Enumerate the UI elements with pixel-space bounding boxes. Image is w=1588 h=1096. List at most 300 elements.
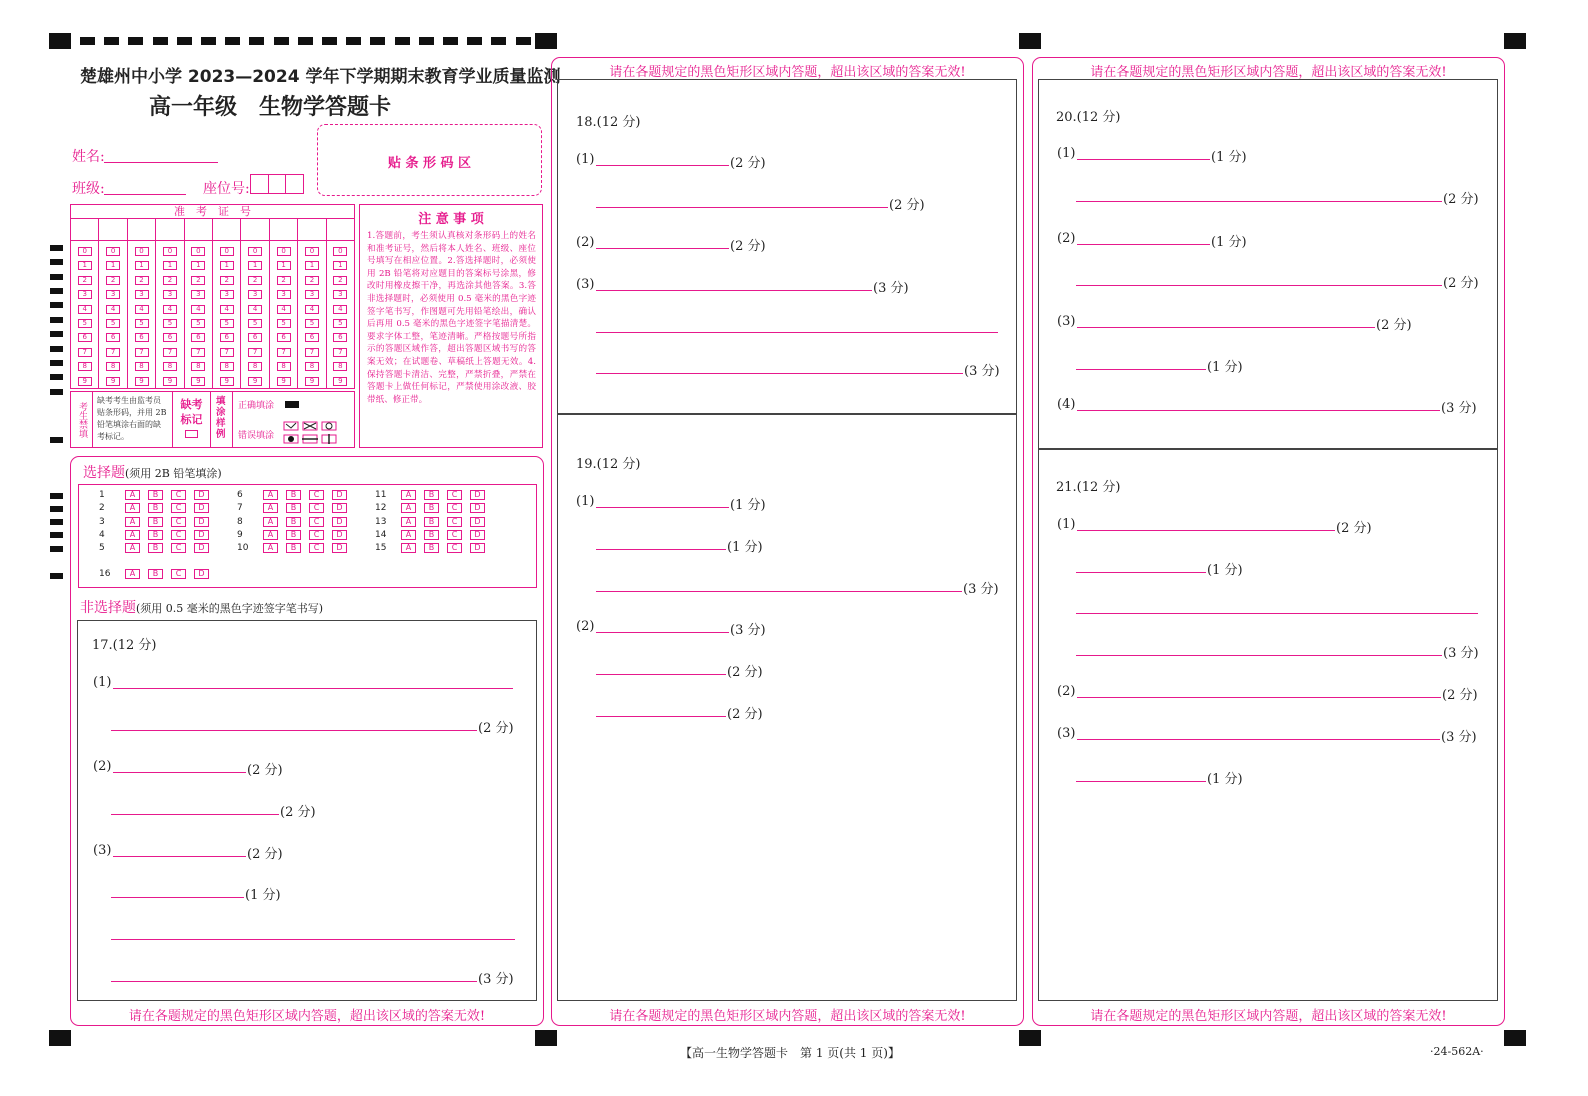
exam-id-bubble[interactable]: 8 xyxy=(106,362,120,371)
exam-id-bubble[interactable]: 3 xyxy=(277,290,291,299)
exam-id-bubble[interactable]: 3 xyxy=(220,290,234,299)
answer-line[interactable] xyxy=(1076,655,1442,656)
choice-option-bubble[interactable]: B xyxy=(424,503,439,513)
choice-option-bubble[interactable]: B xyxy=(424,543,439,553)
choice-option-bubble[interactable]: C xyxy=(171,569,186,579)
choice-option-bubble[interactable]: A xyxy=(401,530,416,540)
exam-id-bubble[interactable]: 9 xyxy=(191,377,205,386)
choice-question-row xyxy=(99,503,217,513)
answer-line[interactable] xyxy=(111,939,515,940)
choice-option-bubble[interactable]: C xyxy=(309,503,324,513)
choice-option-bubble[interactable]: D xyxy=(194,490,209,500)
choice-option-bubble[interactable]: D xyxy=(470,490,485,500)
exam-id-bubble[interactable]: 5 xyxy=(333,319,347,328)
exam-id-bubble[interactable]: 4 xyxy=(305,305,319,314)
exam-id-bubble[interactable]: 9 xyxy=(78,377,92,386)
answer-line[interactable] xyxy=(111,897,244,898)
part-score: (1 分) xyxy=(730,498,766,513)
exam-id-bubble[interactable]: 6 xyxy=(78,333,92,342)
choice-option-bubble[interactable]: D xyxy=(332,517,347,527)
choice-option-bubble[interactable]: B xyxy=(424,517,439,527)
part-score: (3 分) xyxy=(478,972,514,987)
choice-option-bubble[interactable]: C xyxy=(447,530,462,540)
exam-id-write-cell[interactable] xyxy=(156,219,183,241)
choice-option-bubble[interactable]: C xyxy=(171,517,186,527)
exam-id-bubble[interactable]: 2 xyxy=(305,276,319,285)
exam-id-bubble[interactable]: 9 xyxy=(277,377,291,386)
timing-dash xyxy=(80,37,95,45)
nonchoice-title-text: 非选择题 xyxy=(80,600,136,616)
exam-id-bubble[interactable]: 7 xyxy=(305,348,319,357)
choice-option-bubble[interactable]: C xyxy=(447,503,462,513)
choice-option-bubble[interactable]: D xyxy=(194,503,209,513)
part-score: (2 分) xyxy=(280,805,316,820)
sample-label: 填涂样例 xyxy=(211,392,233,447)
exam-id-bubble[interactable]: 4 xyxy=(220,305,234,314)
exam-id-bubble[interactable]: 4 xyxy=(106,305,120,314)
exam-id-bubble[interactable]: 3 xyxy=(305,290,319,299)
timing-dash xyxy=(516,37,531,45)
choice-option-bubble[interactable]: D xyxy=(332,530,347,540)
timing-dash xyxy=(128,37,143,45)
choice-option-bubble[interactable]: B xyxy=(148,517,163,527)
answer-line[interactable] xyxy=(596,165,729,166)
exam-id-column xyxy=(241,219,269,389)
corner-mark xyxy=(535,1030,557,1046)
answer-line[interactable] xyxy=(596,332,998,333)
choice-option-bubble[interactable]: D xyxy=(194,530,209,540)
answer-line[interactable] xyxy=(113,688,513,689)
answer-line[interactable] xyxy=(113,772,246,773)
answer-line[interactable] xyxy=(1076,201,1442,202)
answer-line[interactable] xyxy=(1077,159,1210,160)
exam-id-write-cell[interactable] xyxy=(241,219,268,241)
choice-option-bubble[interactable]: A xyxy=(125,530,140,540)
side-timing-mark xyxy=(50,374,63,380)
choice-option-bubble[interactable]: C xyxy=(309,543,324,553)
side-timing-mark xyxy=(50,288,63,294)
choice-question-number: 3 xyxy=(99,516,105,527)
exam-id-bubble[interactable]: 0 xyxy=(305,247,319,256)
choice-option-bubble[interactable]: C xyxy=(447,517,462,527)
absent-mark-label: 缺考标记 xyxy=(180,398,203,426)
exam-id-bubble[interactable]: 3 xyxy=(248,290,262,299)
timing-dash xyxy=(225,37,240,45)
answer-line[interactable] xyxy=(596,207,888,208)
part-score: (2 分) xyxy=(727,707,763,722)
exam-id-bubble[interactable]: 0 xyxy=(248,247,262,256)
choice-option-bubble[interactable]: B xyxy=(286,530,301,540)
choice-option-bubble[interactable]: C xyxy=(171,490,186,500)
exam-id-write-cell[interactable] xyxy=(71,219,98,241)
exam-id-bubble[interactable]: 5 xyxy=(277,319,291,328)
exam-id-bubble[interactable]: 2 xyxy=(333,276,347,285)
corner-mark xyxy=(1019,33,1041,49)
choice-option-bubble[interactable]: C xyxy=(171,543,186,553)
choice-option-bubble[interactable]: A xyxy=(263,490,278,500)
exam-id-bubble[interactable]: 6 xyxy=(191,333,205,342)
answer-line[interactable] xyxy=(596,290,872,291)
choice-option-bubble[interactable]: D xyxy=(332,543,347,553)
answer-line[interactable] xyxy=(1077,244,1210,245)
name-label: 姓名: xyxy=(72,149,105,165)
part-score: (2 分) xyxy=(727,665,763,680)
part-score: (1 分) xyxy=(1211,235,1247,250)
exam-id-bubble[interactable]: 3 xyxy=(135,290,149,299)
choice-option-bubble[interactable]: A xyxy=(125,569,140,579)
exam-id-bubble[interactable]: 2 xyxy=(163,276,177,285)
answer-line[interactable] xyxy=(596,674,726,675)
exam-id-bubble[interactable]: 7 xyxy=(135,348,149,357)
side-timing-mark xyxy=(50,331,63,337)
exam-id-bubble[interactable]: 6 xyxy=(305,333,319,342)
choice-option-bubble[interactable]: B xyxy=(148,530,163,540)
side-timing-mark xyxy=(50,506,63,512)
choice-option-bubble[interactable]: B xyxy=(286,543,301,553)
choice-question-number: 1 xyxy=(99,490,105,500)
choice-option-bubble[interactable]: C xyxy=(309,517,324,527)
timing-dash xyxy=(443,37,458,45)
part-label: (1) xyxy=(1057,146,1076,161)
choice-option-bubble[interactable]: C xyxy=(447,543,462,553)
exam-id-bubble[interactable]: 1 xyxy=(78,261,92,270)
exam-id-bubble[interactable]: 0 xyxy=(191,247,205,256)
choice-question-row xyxy=(375,543,493,553)
exam-id-write-cell[interactable] xyxy=(327,219,354,241)
exam-id-bubble[interactable]: 6 xyxy=(163,333,177,342)
side-timing-mark xyxy=(50,493,63,499)
exam-id-write-cell[interactable] xyxy=(128,219,155,241)
exam-id-bubble[interactable]: 1 xyxy=(333,261,347,270)
answer-line[interactable] xyxy=(596,591,962,592)
exam-id-write-cell[interactable] xyxy=(185,219,212,241)
choice-option-bubble[interactable]: A xyxy=(125,517,140,527)
exam-id-bubble[interactable]: 4 xyxy=(277,305,291,314)
warning-right-top: 请在各题规定的黑色矩形区域内答题，超出该区域的答案无效! xyxy=(1090,65,1447,80)
notice-body: 1.答题前，考生须认真核对条形码上的姓名和准考证号，然后将本人姓名、班级、座位号填写在相应位置。2.答选择题时，必须使用 2B 铅笔将对应题目的答案标号涂黑，修改时用橡皮擦干净，再选涂其他答案。3.答非选择题时，必须使用 0.5 毫米的黑色字迹签字笔书写，作图题可先用铅笔绘出，确认后再用 0.5 毫米的黑色字迹签字笔描清楚。要求字体工整，笔迹清晰。严格按题号所指示的答题区域作答，超出答题区域书写的答案无效；在试题卷、草稿纸上答题无效。4.保持答题卡清洁、完整，严禁折叠，严禁在答题卡上做任何标记，严禁使用涂改液、胶带纸、修正带。 xyxy=(367,231,536,405)
exam-id-bubble[interactable]: 0 xyxy=(106,247,120,256)
choice-option-bubble[interactable]: C xyxy=(171,530,186,540)
choice-question-row xyxy=(237,543,355,553)
warning-right-bottom: 请在各题规定的黑色矩形区域内答题，超出该区域的答案无效! xyxy=(1090,1009,1447,1024)
exam-id-bubble[interactable]: 1 xyxy=(220,261,234,270)
choice-option-bubble[interactable]: C xyxy=(447,490,462,500)
exam-id-bubble[interactable]: 8 xyxy=(163,362,177,371)
question-title: 21.(12 分) xyxy=(1056,480,1121,495)
exam-id-bubble[interactable]: 9 xyxy=(248,377,262,386)
choice-option-bubble[interactable]: B xyxy=(148,543,163,553)
part-label: (4) xyxy=(1057,397,1076,412)
choice-option-bubble[interactable]: A xyxy=(263,530,278,540)
answer-line[interactable] xyxy=(1077,530,1335,531)
exam-id-bubble[interactable]: 2 xyxy=(78,276,92,285)
exam-id-bubble[interactable]: 7 xyxy=(106,348,120,357)
part-score: (2 分) xyxy=(478,721,514,736)
exam-id-bubble[interactable]: 4 xyxy=(333,305,347,314)
exam-id-bubble[interactable]: 2 xyxy=(135,276,149,285)
exam-id-bubble[interactable]: 5 xyxy=(106,319,120,328)
exam-id-bubble[interactable]: 7 xyxy=(248,348,262,357)
exam-id-bubble[interactable]: 5 xyxy=(191,319,205,328)
exam-id-column xyxy=(298,219,326,389)
exam-id-bubble[interactable]: 0 xyxy=(135,247,149,256)
exam-id-bubble[interactable]: 0 xyxy=(163,247,177,256)
answer-line[interactable] xyxy=(596,507,729,508)
part-label: (1) xyxy=(93,675,112,690)
choice-option-bubble[interactable]: A xyxy=(401,543,416,553)
exam-id-bubble[interactable]: 5 xyxy=(135,319,149,328)
choice-option-bubble[interactable]: B xyxy=(286,490,301,500)
wrong-fill-samples xyxy=(283,420,339,446)
exam-id-bubble[interactable]: 6 xyxy=(135,333,149,342)
choice-option-bubble[interactable]: C xyxy=(309,530,324,540)
choice-question-number: 14 xyxy=(375,529,387,540)
answer-line[interactable] xyxy=(1077,739,1440,740)
choice-option-bubble[interactable]: A xyxy=(401,490,416,500)
part-score: (2 分) xyxy=(730,239,766,254)
choice-question-number: 6 xyxy=(237,490,243,500)
exam-id-bubble[interactable]: 1 xyxy=(135,261,149,270)
part-label: (3) xyxy=(1057,314,1076,329)
choice-question-number: 12 xyxy=(375,503,387,514)
exam-id-bubble[interactable]: 8 xyxy=(78,362,92,371)
exam-id-bubble[interactable]: 3 xyxy=(106,290,120,299)
answer-line[interactable] xyxy=(1076,613,1478,614)
exam-id-bubble[interactable]: 9 xyxy=(106,377,120,386)
answer-line[interactable] xyxy=(111,981,477,982)
choice-option-bubble[interactable]: D xyxy=(470,543,485,553)
answer-line[interactable] xyxy=(1076,781,1206,782)
exam-id-bubble[interactable]: 4 xyxy=(135,305,149,314)
answer-line[interactable] xyxy=(113,856,246,857)
timing-dash xyxy=(298,37,313,45)
seat-boxes[interactable] xyxy=(250,174,304,194)
warning-left-bottom: 请在各题规定的黑色矩形区域内答题，超出该区域的答案无效! xyxy=(128,1009,486,1024)
choice-option-bubble[interactable]: D xyxy=(332,490,347,500)
side-timing-mark xyxy=(50,389,63,395)
choice-question-number: 2 xyxy=(99,503,105,514)
exam-id-bubble[interactable]: 1 xyxy=(248,261,262,270)
exam-id-bubble[interactable]: 9 xyxy=(305,377,319,386)
exam-id-bubble[interactable]: 3 xyxy=(333,290,347,299)
question-title: 18.(12 分) xyxy=(576,115,641,130)
answer-line[interactable] xyxy=(1077,410,1440,411)
choice-option-bubble[interactable]: A xyxy=(125,490,140,500)
choice-option-bubble[interactable]: B xyxy=(148,569,163,579)
part-label: (1) xyxy=(576,494,595,509)
exam-id-bubble[interactable]: 1 xyxy=(163,261,177,270)
q20-answer-box xyxy=(1038,79,1498,449)
wrong-fill-label: 错误填涂 xyxy=(238,431,275,441)
exam-id-bubble[interactable]: 9 xyxy=(163,377,177,386)
part-label: (2) xyxy=(576,235,595,250)
exam-id-bubble[interactable]: 7 xyxy=(220,348,234,357)
answer-line[interactable] xyxy=(111,730,477,731)
absent-mark-box[interactable] xyxy=(185,430,198,438)
exam-id-bubble[interactable]: 5 xyxy=(248,319,262,328)
choice-option-bubble[interactable]: B xyxy=(424,530,439,540)
choice-question-number: 16 xyxy=(99,569,111,579)
corner-mark xyxy=(1019,1030,1041,1046)
choice-option-bubble[interactable]: D xyxy=(470,503,485,513)
exam-id-bubble[interactable]: 6 xyxy=(220,333,234,342)
choice-option-bubble[interactable]: A xyxy=(401,503,416,513)
choice-option-bubble[interactable]: A xyxy=(263,543,278,553)
choice-option-bubble[interactable]: D xyxy=(470,517,485,527)
choice-option-bubble[interactable]: A xyxy=(401,517,416,527)
choice-option-bubble[interactable]: D xyxy=(194,569,209,579)
q19-answer-box xyxy=(557,414,1017,1001)
side-timing-mark xyxy=(50,437,63,443)
part-label: (3) xyxy=(576,277,595,292)
answer-line[interactable] xyxy=(596,549,726,550)
exam-id-bubble[interactable]: 3 xyxy=(163,290,177,299)
exam-id-bubble[interactable]: 4 xyxy=(78,305,92,314)
exam-id-bubble[interactable]: 8 xyxy=(191,362,205,371)
footer-code: ·24-562A· xyxy=(1430,1045,1484,1058)
side-timing-mark xyxy=(50,360,63,366)
exam-id-bubble[interactable]: 0 xyxy=(220,247,234,256)
choice-option-bubble[interactable]: A xyxy=(263,503,278,513)
exam-id-bubble[interactable]: 1 xyxy=(305,261,319,270)
exam-id-bubble[interactable]: 1 xyxy=(191,261,205,270)
exam-id-bubble[interactable]: 4 xyxy=(163,305,177,314)
exam-id-bubble[interactable]: 7 xyxy=(78,348,92,357)
timing-dash xyxy=(491,37,506,45)
exam-id-bubble[interactable]: 9 xyxy=(135,377,149,386)
exam-id-bubble[interactable]: 6 xyxy=(106,333,120,342)
choice-question-number: 13 xyxy=(375,516,387,527)
exam-id-bubble[interactable]: 5 xyxy=(220,319,234,328)
exam-id-column xyxy=(270,219,298,389)
side-timing-mark xyxy=(50,532,63,538)
choice-option-bubble[interactable]: B xyxy=(286,517,301,527)
class-field[interactable] xyxy=(104,194,186,195)
answer-line[interactable] xyxy=(111,814,279,815)
part-score: (3 分) xyxy=(1441,401,1477,416)
exam-id-bubble[interactable]: 5 xyxy=(305,319,319,328)
exam-id-bubble[interactable]: 2 xyxy=(191,276,205,285)
exam-id-bubble[interactable]: 9 xyxy=(220,377,234,386)
exam-id-write-cell[interactable] xyxy=(99,219,126,241)
exam-id-bubble[interactable]: 4 xyxy=(191,305,205,314)
exam-id-bubble[interactable]: 8 xyxy=(220,362,234,371)
timing-dash xyxy=(249,37,264,45)
exam-id-bubble[interactable]: 2 xyxy=(277,276,291,285)
barcode-label: 贴 条 形 码 区 xyxy=(387,156,472,171)
part-score: (2 分) xyxy=(1443,276,1479,291)
choice-option-bubble[interactable]: A xyxy=(263,517,278,527)
timing-dash xyxy=(395,37,410,45)
exam-id-write-cell[interactable] xyxy=(298,219,325,241)
choice-option-bubble[interactable]: D xyxy=(332,503,347,513)
q21-answer-box xyxy=(1038,449,1498,1001)
choice-question-row xyxy=(99,569,217,579)
timing-dash xyxy=(419,37,434,45)
answer-line[interactable] xyxy=(596,716,726,717)
choice-option-bubble[interactable]: B xyxy=(424,490,439,500)
choice-option-bubble[interactable]: B xyxy=(148,503,163,513)
exam-id-bubble[interactable]: 1 xyxy=(106,261,120,270)
choice-option-bubble[interactable]: A xyxy=(125,543,140,553)
choice-option-bubble[interactable]: D xyxy=(470,530,485,540)
choice-option-bubble[interactable]: B xyxy=(286,503,301,513)
exam-id-label: 准 考 证 号 xyxy=(71,205,354,219)
corner-mark xyxy=(535,33,557,49)
exam-id-bubble[interactable]: 8 xyxy=(305,362,319,371)
exam-id-bubble[interactable]: 2 xyxy=(106,276,120,285)
choice-note: (须用 2B 铅笔填涂) xyxy=(125,467,222,480)
exam-id-column xyxy=(128,219,156,389)
choice-grid xyxy=(78,484,537,588)
name-field[interactable] xyxy=(104,162,218,163)
exam-id-bubble[interactable]: 7 xyxy=(333,348,347,357)
exam-id-bubble[interactable]: 8 xyxy=(135,362,149,371)
exam-id-column xyxy=(327,219,354,389)
exam-id-bubble[interactable]: 6 xyxy=(248,333,262,342)
choice-option-bubble[interactable]: A xyxy=(125,503,140,513)
answer-line[interactable] xyxy=(1077,327,1375,328)
exam-id-bubble[interactable]: 5 xyxy=(163,319,177,328)
part-score: (2 分) xyxy=(1443,192,1479,207)
exam-id-bubble[interactable]: 3 xyxy=(191,290,205,299)
exam-id-bubble[interactable]: 0 xyxy=(277,247,291,256)
exam-id-bubble[interactable]: 5 xyxy=(78,319,92,328)
answer-line[interactable] xyxy=(1076,285,1442,286)
answer-line[interactable] xyxy=(596,632,729,633)
answer-line[interactable] xyxy=(596,373,963,374)
exam-id-grid xyxy=(70,204,355,389)
exam-id-bubble[interactable]: 8 xyxy=(248,362,262,371)
exam-id-write-cell[interactable] xyxy=(213,219,240,241)
exam-id-bubble[interactable]: 7 xyxy=(191,348,205,357)
exam-id-bubble[interactable]: 7 xyxy=(163,348,177,357)
exam-id-bubble[interactable]: 2 xyxy=(248,276,262,285)
exam-id-bubble[interactable]: 6 xyxy=(333,333,347,342)
timing-dash xyxy=(201,37,216,45)
exam-id-bubble[interactable]: 0 xyxy=(78,247,92,256)
timing-dash xyxy=(274,37,289,45)
exam-id-bubble[interactable]: 9 xyxy=(333,377,347,386)
exam-id-bubble[interactable]: 8 xyxy=(333,362,347,371)
exam-id-bubble[interactable]: 0 xyxy=(333,247,347,256)
answer-line[interactable] xyxy=(596,248,729,249)
notice-title: 注 意 事 项 xyxy=(418,212,484,227)
exam-id-bubble[interactable]: 6 xyxy=(277,333,291,342)
answer-line[interactable] xyxy=(1076,369,1206,370)
footer-page-info: 【高一生物学答题卡 第 1 页(共 1 页)】 xyxy=(680,1046,900,1060)
choice-option-bubble[interactable]: C xyxy=(171,503,186,513)
exam-id-bubble[interactable]: 4 xyxy=(248,305,262,314)
part-score: (1 分) xyxy=(1207,563,1243,578)
part-score: (2 分) xyxy=(247,763,283,778)
choice-option-bubble[interactable]: B xyxy=(148,490,163,500)
timing-dash xyxy=(153,37,168,45)
absent-side-label: 考生禁填 xyxy=(71,392,93,447)
answer-line[interactable] xyxy=(1077,697,1441,698)
choice-option-bubble[interactable]: D xyxy=(194,543,209,553)
exam-id-bubble[interactable]: 2 xyxy=(220,276,234,285)
answer-line[interactable] xyxy=(1076,572,1206,573)
exam-id-bubble[interactable]: 7 xyxy=(277,348,291,357)
exam-id-bubble[interactable]: 3 xyxy=(78,290,92,299)
choice-option-bubble[interactable]: D xyxy=(194,517,209,527)
exam-id-bubble[interactable]: 8 xyxy=(277,362,291,371)
exam-id-bubble[interactable]: 1 xyxy=(277,261,291,270)
part-score: (2 分) xyxy=(1442,688,1478,703)
exam-id-write-cell[interactable] xyxy=(270,219,297,241)
choice-option-bubble[interactable]: C xyxy=(309,490,324,500)
